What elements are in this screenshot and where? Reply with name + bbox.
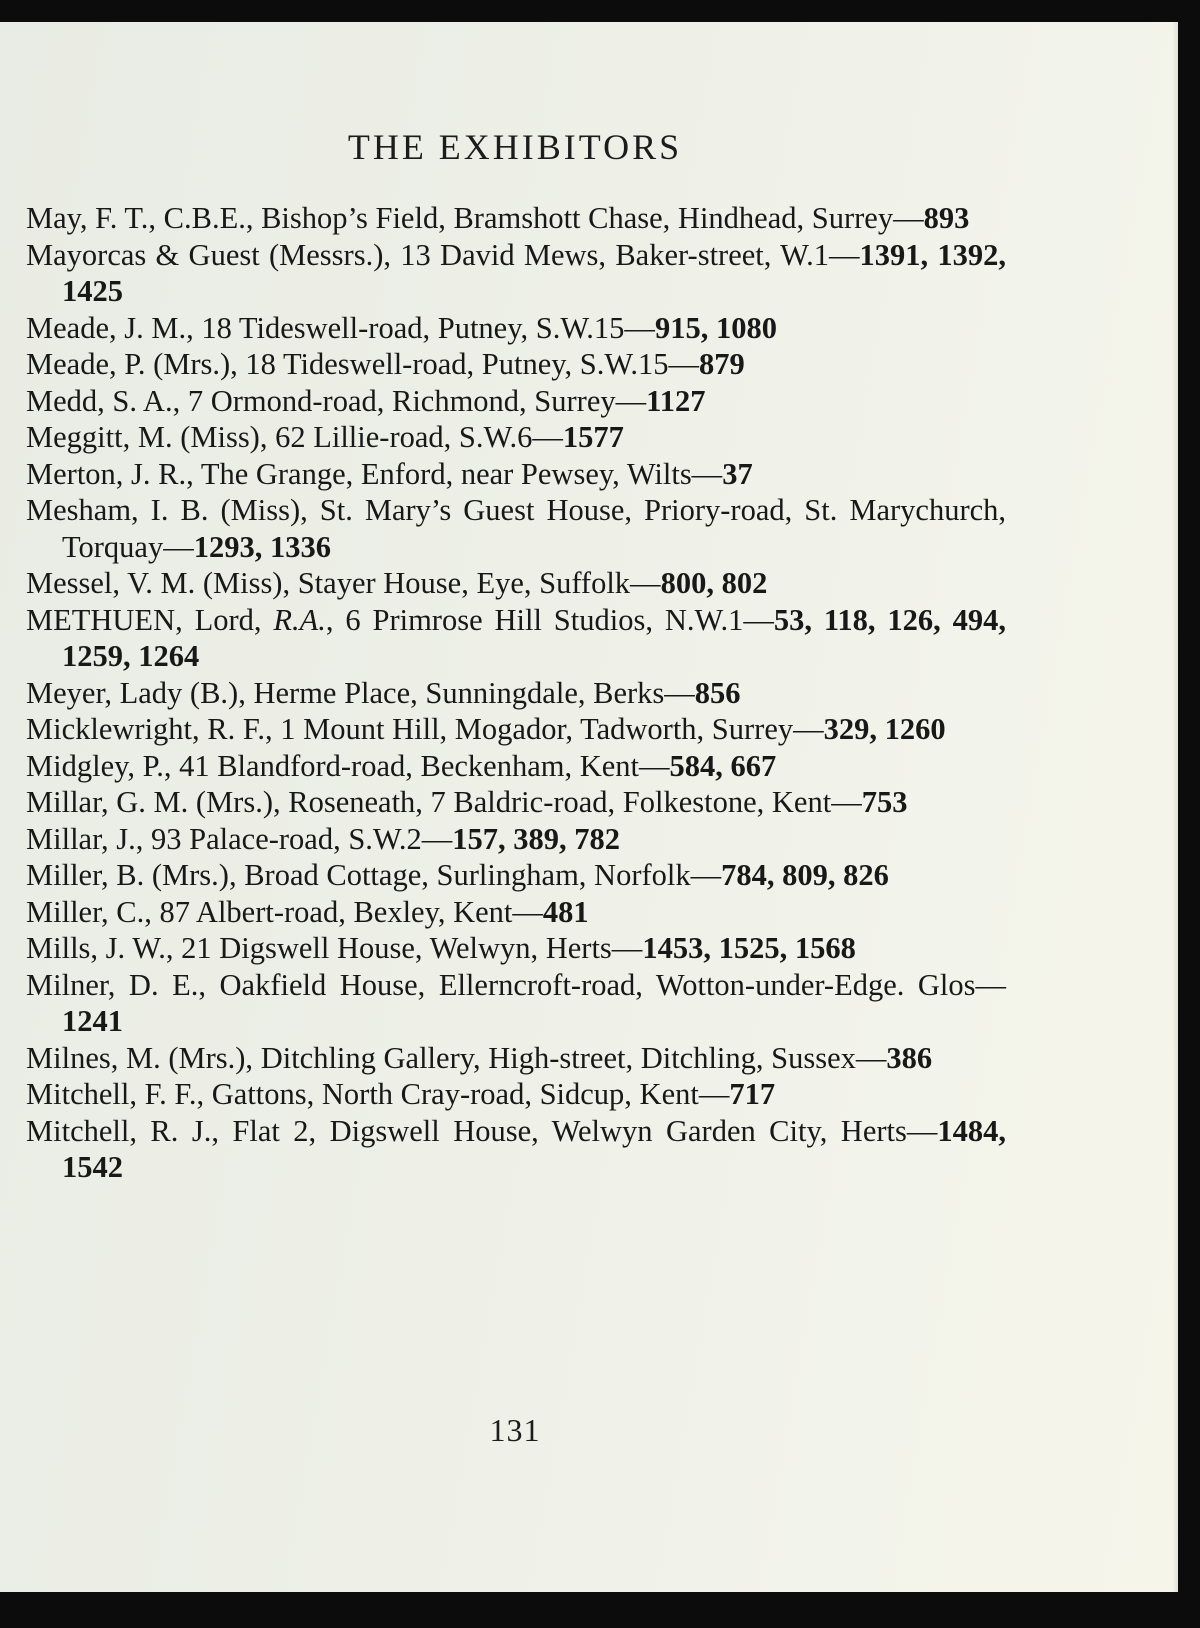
exhibitor-entry bbox=[26, 1076, 1006, 1113]
exhibitor-address: Oakfield House, Ellerncroft-road, Wotton-under-Edge. Glos— bbox=[206, 967, 1006, 1002]
exhibitor-address: 18 Tideswell-road, Putney, S.W.15— bbox=[193, 310, 655, 345]
exhibitor-name: Millar, G. M. (Mrs.), bbox=[26, 785, 281, 819]
catalogue-numbers: 893 bbox=[923, 201, 970, 235]
exhibitor-name: Meade, P. (Mrs.), bbox=[26, 347, 238, 381]
exhibitor-name: Micklewright, R. F., bbox=[26, 712, 273, 746]
exhibitor-address: 18 Tideswell-road, Putney, S.W.15— bbox=[237, 347, 699, 381]
exhibitor-address: Herme Place, Sunningdale, Berks— bbox=[245, 675, 695, 710]
exhibitor-list bbox=[26, 200, 1006, 1186]
exhibitor-name: Meyer, Lady (B.), bbox=[26, 675, 246, 710]
exhibitor-entry bbox=[26, 383, 1006, 420]
catalogue-numbers: 784, 809, 826 bbox=[721, 858, 889, 892]
exhibitor-entry bbox=[26, 967, 1006, 1040]
exhibitor-address: Ditchling Gallery, High-street, Ditchling, Sussex— bbox=[253, 1040, 887, 1075]
exhibitor-entry bbox=[26, 1113, 1006, 1186]
exhibitor-entry bbox=[26, 200, 1006, 237]
exhibitor-name: Miller, C., bbox=[26, 894, 152, 929]
exhibitor-address: 1 Mount Hill, Mogador, Tadworth, Surrey— bbox=[272, 712, 824, 746]
catalogue-numbers: 481 bbox=[542, 894, 589, 929]
exhibitor-entry bbox=[26, 492, 1006, 565]
exhibitor-address: 93 Palace-road, S.W.2— bbox=[143, 821, 453, 856]
exhibitor-name: Medd, S. A., bbox=[26, 383, 181, 418]
exhibitor-address: Gattons, North Cray-road, Sidcup, Kent— bbox=[204, 1077, 730, 1111]
catalogue-numbers: 37 bbox=[722, 456, 753, 491]
exhibitor-entry bbox=[26, 894, 1006, 931]
catalogue-numbers: 53, 118, 126, 494, 1259, 1264 bbox=[62, 602, 1007, 673]
exhibitor-address: 21 Digswell House, Welwyn, Herts— bbox=[173, 931, 643, 965]
catalogue-numbers: 753 bbox=[861, 785, 908, 819]
exhibitor-honour: R.A. bbox=[261, 602, 326, 637]
exhibitor-name: May, F. T., C.B.E., bbox=[26, 201, 254, 235]
exhibitor-entry bbox=[26, 821, 1006, 858]
exhibitor-entry bbox=[26, 857, 1006, 894]
exhibitor-entry bbox=[26, 456, 1006, 493]
exhibitor-entry bbox=[26, 565, 1006, 602]
catalogue-numbers: 1577 bbox=[562, 420, 624, 454]
exhibitor-name: Mitchell, R. J., bbox=[26, 1113, 219, 1148]
exhibitor-name: Milner, D. E., bbox=[26, 967, 206, 1002]
exhibitor-address: St. Mary’s Guest House, Priory-road, St. Marychurch, Torquay— bbox=[62, 493, 1007, 564]
exhibitor-address: Bishop’s Field, Bramshott Chase, Hindhead, Surrey— bbox=[253, 201, 924, 235]
exhibitor-entry bbox=[26, 784, 1006, 821]
exhibitor-name: Mayorcas & Guest (Messrs.), bbox=[26, 237, 391, 272]
exhibitor-address: 41 Blandford-road, Beckenham, Kent— bbox=[171, 748, 670, 783]
catalogue-numbers: 1293, 1336 bbox=[193, 529, 331, 564]
catalogue-numbers: 386 bbox=[886, 1040, 933, 1075]
exhibitor-name: Meade, J. M., bbox=[26, 310, 194, 345]
catalogue-numbers: 717 bbox=[729, 1077, 776, 1111]
catalogue-numbers: 1241 bbox=[62, 1004, 123, 1038]
page-number: 131 bbox=[489, 1412, 541, 1448]
book-page bbox=[0, 22, 1178, 1592]
exhibitor-address: 87 Albert-road, Bexley, Kent— bbox=[151, 894, 543, 929]
catalogue-numbers: 800, 802 bbox=[660, 566, 768, 600]
exhibitor-entry bbox=[26, 1040, 1006, 1077]
exhibitor-name: Mitchell, F. F., bbox=[26, 1077, 205, 1111]
exhibitor-entry bbox=[26, 748, 1006, 785]
exhibitor-name: METHUEN, Lord, bbox=[26, 602, 262, 637]
exhibitor-address: Stayer House, Eye, Suffolk— bbox=[290, 566, 661, 600]
exhibitor-address: 62 Lillie-road, S.W.6— bbox=[267, 420, 563, 454]
exhibitor-name: Meggitt, M. (Miss), bbox=[26, 420, 268, 454]
catalogue-numbers: 1391, 1392, 1425 bbox=[62, 237, 1007, 308]
page-edge-shadow bbox=[1172, 22, 1178, 1592]
exhibitor-name: Merton, J. R., bbox=[26, 456, 194, 491]
exhibitor-name: Mesham, I. B. (Miss), bbox=[26, 493, 308, 527]
exhibitor-address: 7 Ormond-road, Richmond, Surrey— bbox=[180, 383, 647, 418]
exhibitor-name: Mills, J. W., bbox=[26, 931, 174, 965]
exhibitor-address: Broad Cottage, Surlingham, Norfolk— bbox=[236, 858, 722, 892]
exhibitor-entry bbox=[26, 675, 1006, 712]
exhibitor-address: , 6 Primrose Hill Studios, N.W.1— bbox=[325, 602, 774, 637]
exhibitor-entry bbox=[26, 310, 1006, 347]
exhibitor-address: 13 David Mews, Baker-street, W.1— bbox=[390, 237, 860, 272]
catalogue-numbers: 1453, 1525, 1568 bbox=[642, 931, 856, 965]
exhibitor-entry bbox=[26, 930, 1006, 967]
catalogue-numbers: 915, 1080 bbox=[654, 310, 777, 345]
exhibitor-name: Miller, B. (Mrs.), bbox=[26, 858, 237, 892]
catalogue-numbers: 584, 667 bbox=[669, 748, 777, 783]
catalogue-numbers: 1484, 1542 bbox=[62, 1113, 1006, 1184]
catalogue-numbers: 157, 389, 782 bbox=[452, 821, 621, 856]
exhibitor-address: The Grange, Enford, near Pewsey, Wilts— bbox=[193, 456, 723, 491]
catalogue-numbers: 1127 bbox=[646, 383, 706, 418]
running-head: THE EXHIBITORS bbox=[347, 127, 683, 167]
catalogue-numbers: 879 bbox=[698, 347, 745, 381]
exhibitor-name: Millar, J., bbox=[26, 821, 144, 856]
exhibitor-name: Midgley, P., bbox=[26, 748, 172, 783]
exhibitor-name: Messel, V. M. (Miss), bbox=[26, 566, 291, 600]
catalogue-numbers: 856 bbox=[694, 675, 741, 710]
exhibitor-entry bbox=[26, 602, 1006, 675]
exhibitor-entry bbox=[26, 237, 1006, 310]
catalogue-numbers: 329, 1260 bbox=[823, 712, 946, 746]
exhibitor-name: Milnes, M. (Mrs.), bbox=[26, 1040, 254, 1075]
exhibitor-entry bbox=[26, 711, 1006, 748]
exhibitor-entry bbox=[26, 346, 1006, 383]
exhibitor-address: Flat 2, Digswell House, Welwyn Garden City, Herts— bbox=[218, 1113, 938, 1148]
exhibitor-entry bbox=[26, 419, 1006, 456]
exhibitor-address: Roseneath, 7 Baldric-road, Folkestone, Kent— bbox=[280, 785, 862, 819]
